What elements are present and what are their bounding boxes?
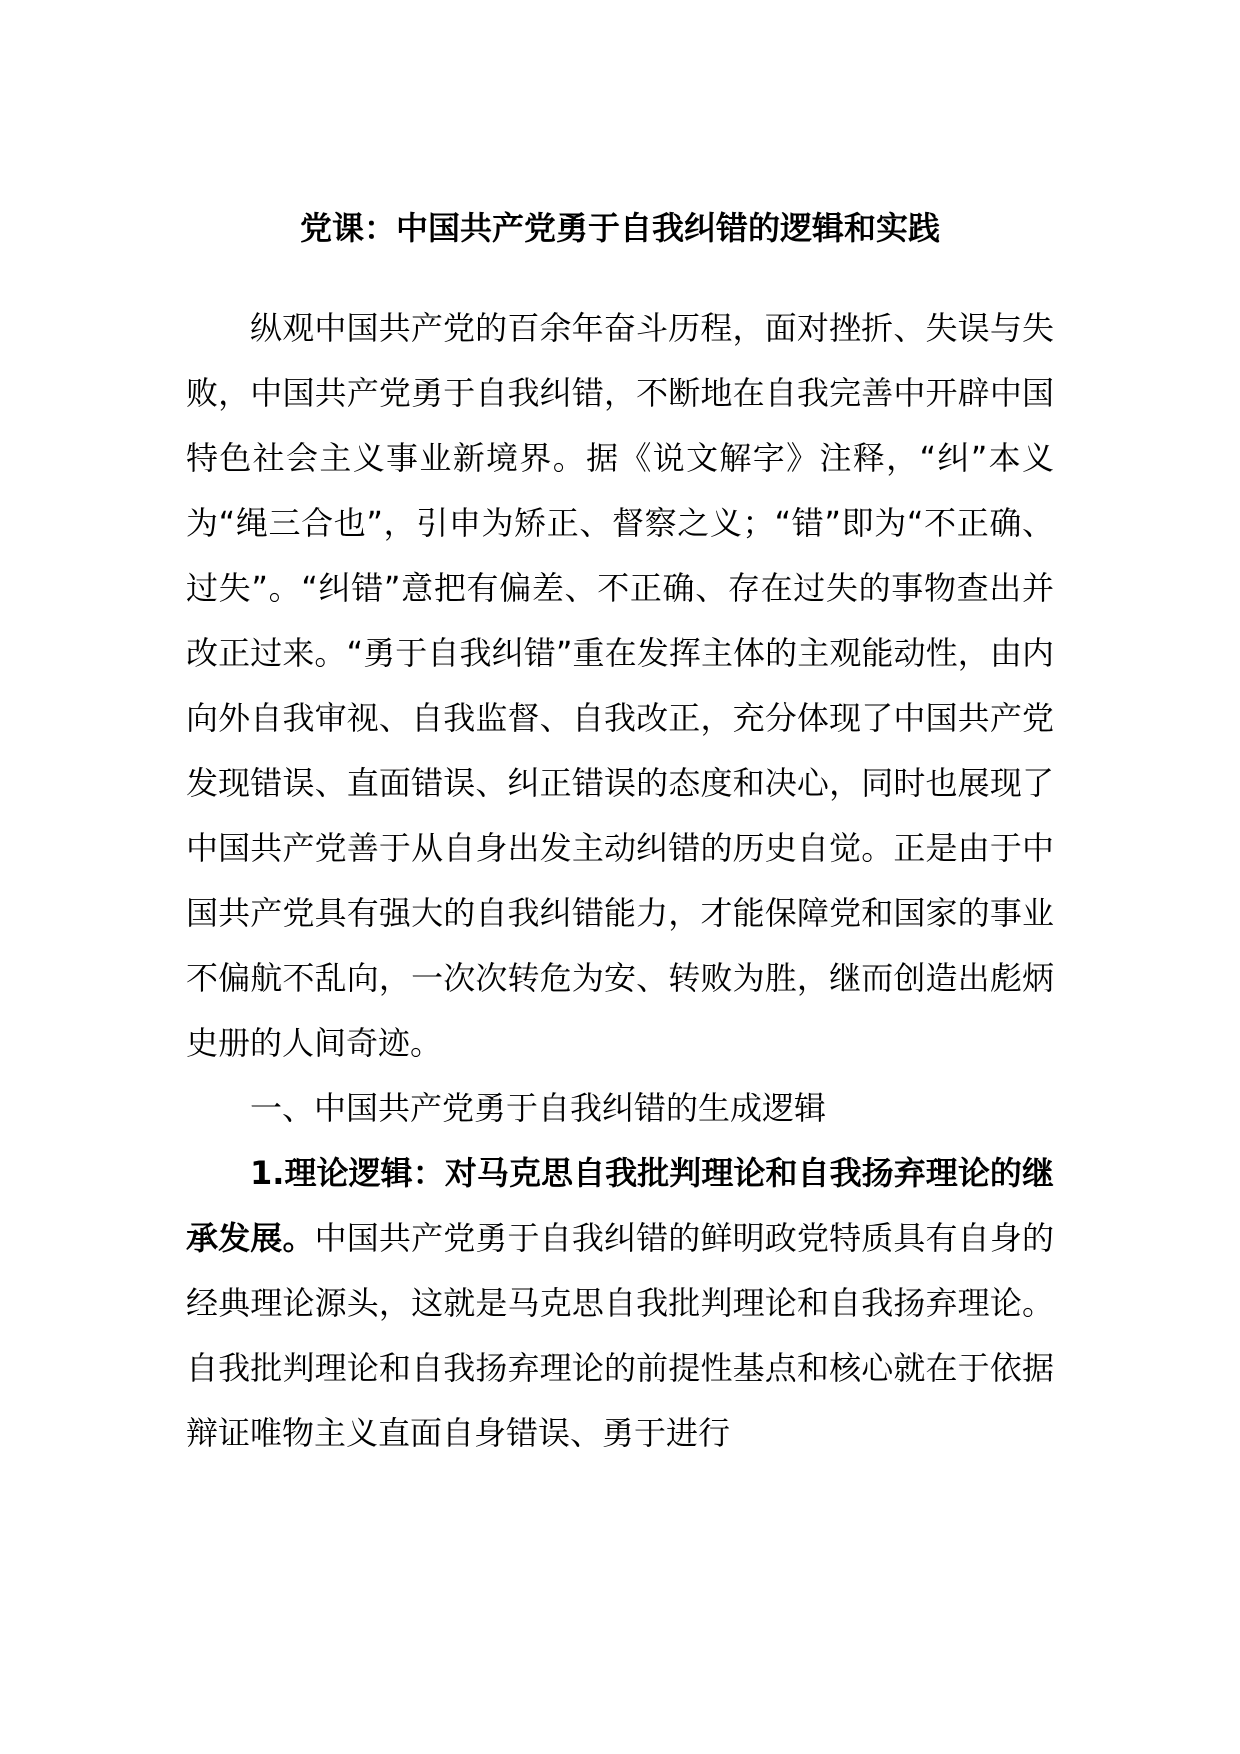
intro-paragraph: 纵观中国共产党的百余年奋斗历程，面对挫折、失误与失败，中国共产党勇于自我纠错，不断地在自我完善中开辟中国特色社会主义事业新境界。据《说文解字》注释，“纠”本义为“绳三合也”，引申为矫正、督察之义；“错”即为“不正确、过失”。“纠错”意把有偏差、不正确、存在过失的事物查出并改正过来。“勇于自我纠错”重在发挥主体的主观能动性，由内向外自我审视、自我监督、自我改正，充分体现了中国共产党发现错误、直面错误、纠正错误的态度和决心，同时也展现了中国共产党善于从自身出发主动纠错的历史自觉。正是由于中国共产党具有强大的自我纠错能力，才能保障党和国家的事业不偏航不乱向，一次次转危为安、转败为胜，继而创造出彪炳史册的人间奇迹。	[186, 309, 1054, 1062]
subsection-bold-lead: 1.理论逻辑：对马克思自我批判理论和自我扬弃理论的继承发展。	[186, 1154, 1054, 1257]
document-title: 党课：中国共产党勇于自我纠错的逻辑和实践	[299, 209, 940, 247]
subsection-text: 中国共产党勇于自我纠错的鲜明政党特质具有自身的经典理论源头，这就是马克思自我批判理论和自我扬弃理论。自我批判理论和自我扬弃理论的前提性基点和核心就在于依据辩证唯物主义直面自身错误、勇于进行	[186, 1219, 1054, 1452]
section-heading: 一、中国共产党勇于自我纠错的生成逻辑	[250, 1089, 827, 1127]
subsection-paragraph	[186, 1141, 1054, 1466]
document-body	[186, 296, 1054, 1466]
